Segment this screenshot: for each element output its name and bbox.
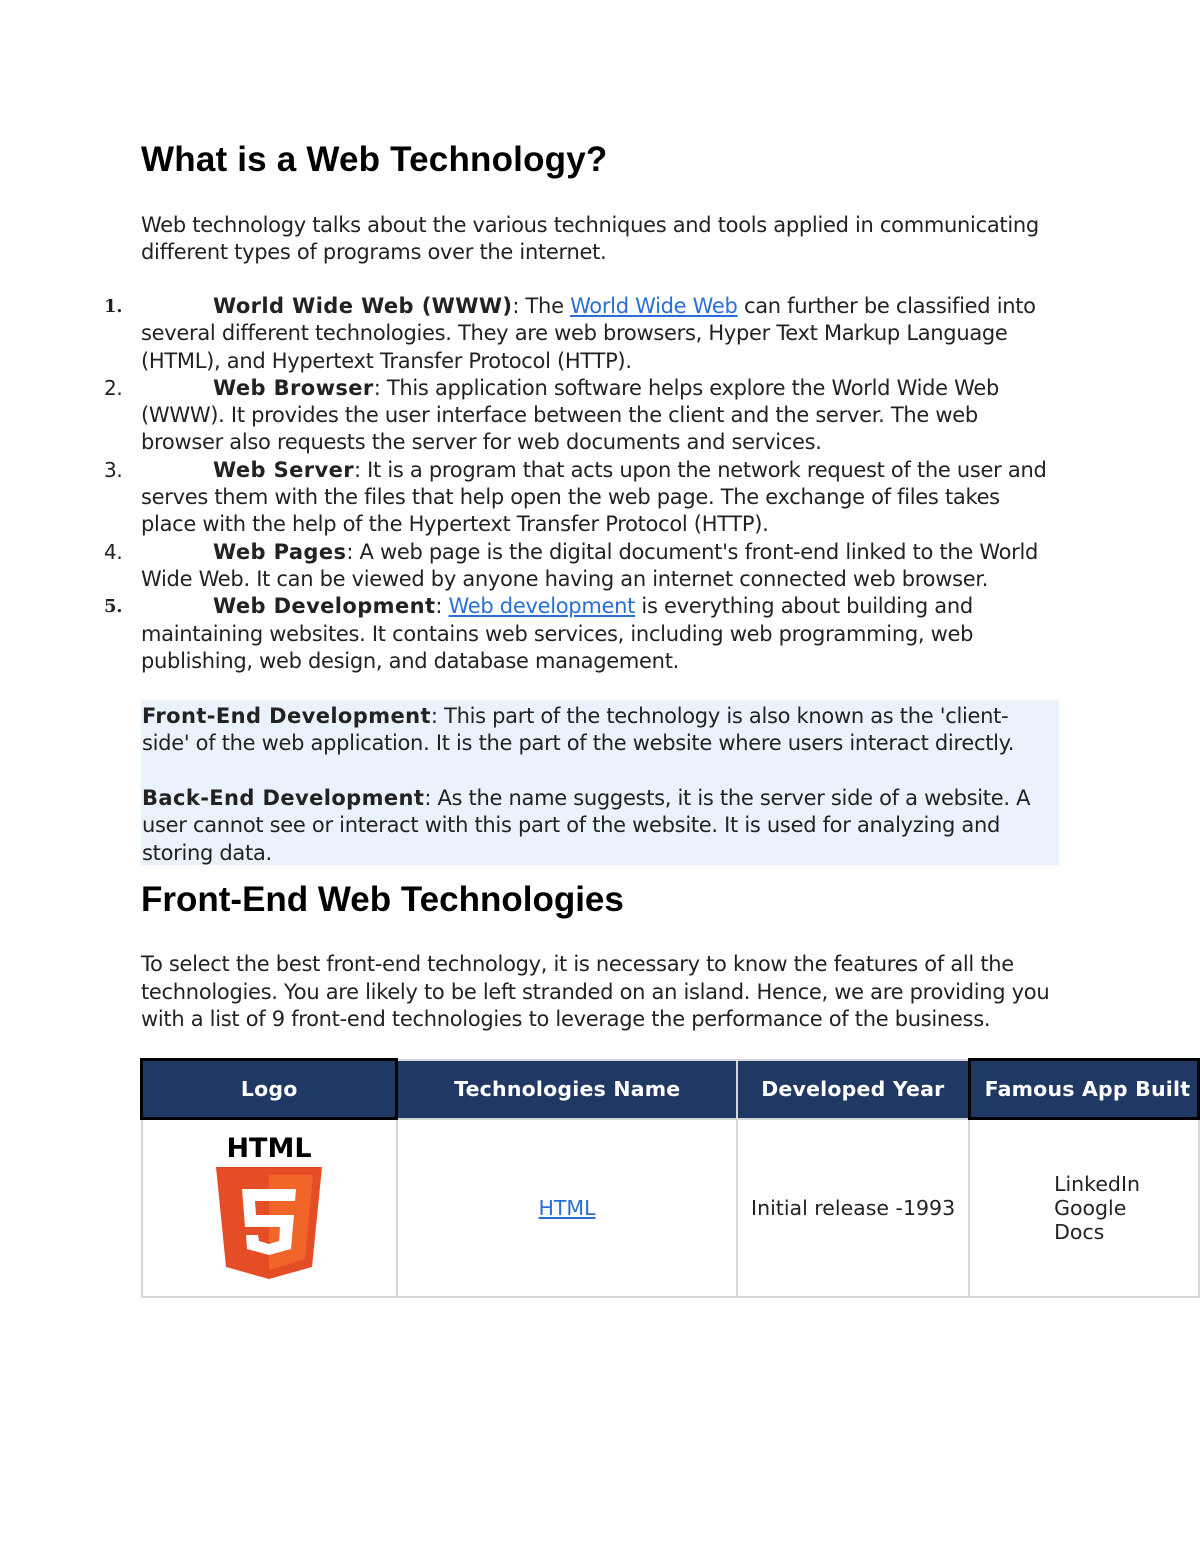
list-item: 2. Web Browser: This application software helps explore the World Wide Web (WWW). It provides the user interface between the client and the server. The web browser also requests the server for web documents and services. (104, 375, 1000, 455)
header-technology-name: Technologies Name (397, 1060, 737, 1119)
list-term: World Wide Web (WWW) (213, 294, 513, 318)
technology-name-cell (397, 1119, 737, 1298)
page-title: What is a Web Technology? (141, 140, 608, 179)
intro-paragraph: Web technology talks about the various techniques and tools applied in communicating different types of programs over the internet. (141, 213, 1039, 264)
list-term: Web Development (213, 594, 436, 619)
list-item: 1. World Wide Web (WWW): The World Wide Web can further be classified into several different technologies. They are web browsers, Hyper Text Markup Language (HTML), and Hypertext Transfer Protocol (HTTP). (104, 294, 1036, 373)
list-number: 4. (104, 539, 123, 564)
html-link[interactable]: HTML (538, 1195, 596, 1220)
app-name: Google (1054, 1196, 1127, 1220)
header-developed-year: Developed Year (737, 1060, 969, 1119)
list-number: 2. (104, 375, 123, 400)
header-logo: Logo (142, 1060, 397, 1119)
app-name: LinkedIn (1054, 1172, 1140, 1196)
list-item: 4. Web Pages: A web page is the digital document's front-end linked to the World Wide Web. It can be viewed by anyone having an internet connected web browser. (104, 539, 1039, 591)
section-heading: Front-End Web Technologies (141, 880, 624, 919)
list-term: Web Browser (213, 375, 374, 400)
technologies-table (140, 1058, 1200, 1298)
table-header-row (142, 1060, 1199, 1119)
list-number: 1. (104, 296, 123, 317)
web-development-link[interactable]: Web development (448, 594, 636, 619)
famous-apps-cell (969, 1119, 1198, 1298)
world-wide-web-link[interactable]: World Wide Web (570, 294, 738, 318)
list-term: Web Server (213, 457, 355, 482)
html5-logo-icon (214, 1131, 324, 1281)
list-item: 5. Web Development: Web development is everything about building and maintaining websites. It contains web services, including web programming, web publishing, web design, and database management. (104, 594, 974, 673)
section-paragraph: To select the best front-end technology, it is necessary to know the features of all the technologies. You are likely to be left stranded on an island. Hence, we are providing you with a list of 9 front-end technologies to leverage the performance of the business. (141, 952, 1050, 1031)
list-term: Web Pages (213, 539, 347, 564)
list-number: 5. (104, 596, 123, 618)
list-number: 3. (104, 457, 123, 482)
html5-logo-word: HTML (226, 1132, 312, 1164)
developed-year-cell: Initial release -1993 (737, 1119, 969, 1298)
header-famous-app: Famous App Built (969, 1060, 1198, 1119)
backend-paragraph: Back-End Development: As the name suggests, it is the server side of a website. A user cannot see or interact with this part of the website. It is used for analyzing and storing data. (142, 786, 1031, 865)
table-row (142, 1119, 1199, 1298)
logo-cell (142, 1119, 397, 1298)
list-item: 3. Web Server: It is a program that acts upon the network request of the user and serves them with the files that help open the web page. The exchange of files takes place with the help of the Hypertext Transfer Protocol (HTTP). (104, 457, 1047, 537)
app-name: Docs (1054, 1220, 1105, 1244)
frontend-paragraph: Front-End Development: This part of the technology is also known as the 'client-side' of the web application. It is the part of the website where users interact directly. (142, 704, 1015, 756)
